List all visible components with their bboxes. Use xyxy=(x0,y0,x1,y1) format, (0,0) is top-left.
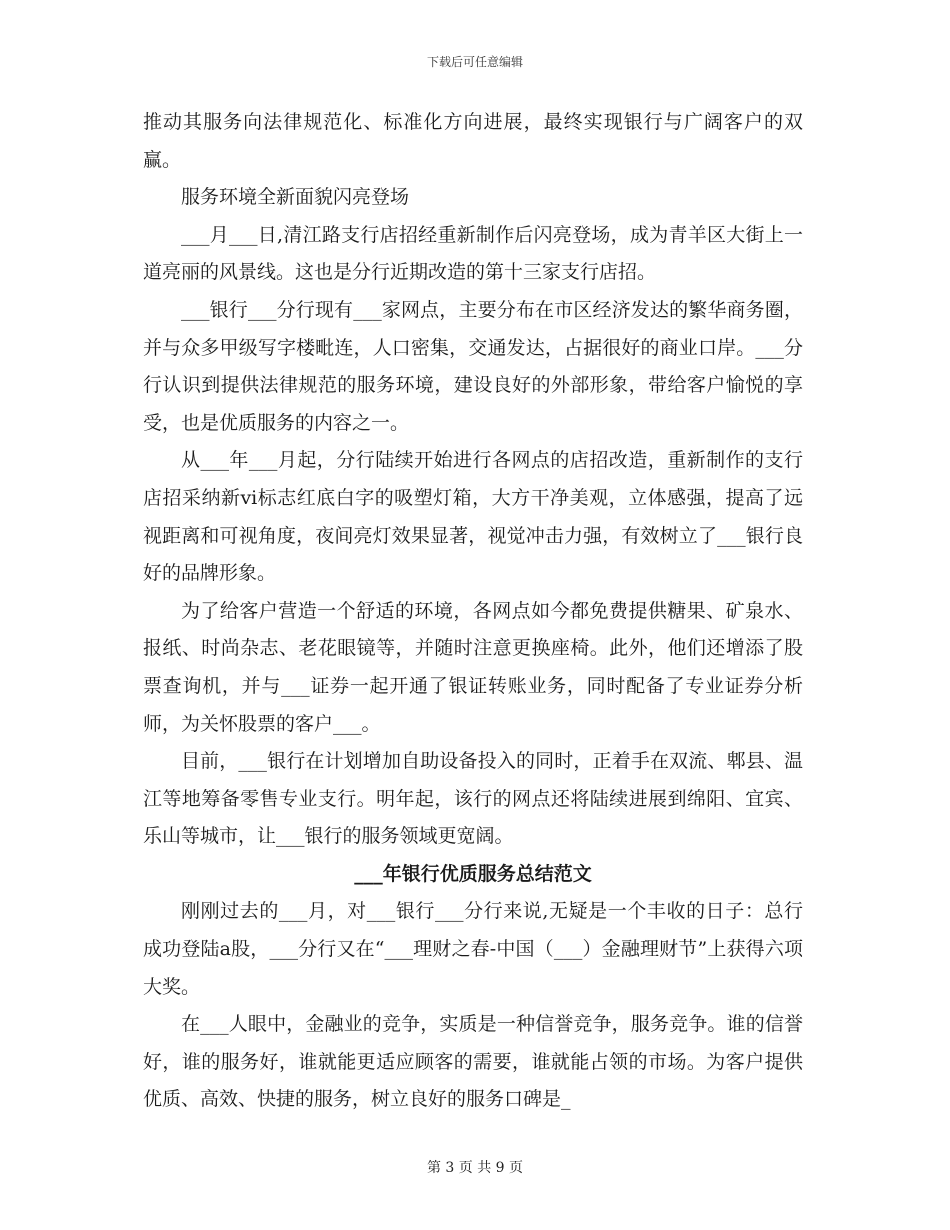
page-number: 第 3 页 共 9 页 xyxy=(426,1160,524,1176)
paragraph: 目前，___银行在计划增加自助设备投入的同时，正着手在双流、郫县、温江等地筹备零售专业支行。明年起，该行的网点还将陆续进展到绵阳、宜宾、乐山等城市，让___银行的服务领域更宽阔。 xyxy=(143,750,803,848)
paragraph: ___银行___分行现有___家网点，主要分布在市区经济发达的繁华商务圈，并与众多甲级写字楼毗连，人口密集，交通发达，占据很好的商业口岸。___分行认识到提供法律规范的服务环境，建设良好的外部形象，带给客户愉悦的享受，也是优质服务的内容之一。 xyxy=(143,298,803,434)
section-title: ___年银行优质服务总结范文 xyxy=(354,862,592,885)
paragraph: ___月___日,清江路支行店招经重新制作后闪亮登场，成为青羊区大街上一道亮丽的风景线。这也是分行近期改造的第十三家支行店招。 xyxy=(143,223,803,284)
paragraph: 在___人眼中，金融业的竞争，实质是一种信誉竞争，服务竞争。谁的信誉好，谁的服务好，谁就能更适应顾客的需要，谁就能占领的市场。为客户提供优质、高效、快捷的服务，树立良好的服务口碑是_ xyxy=(143,1013,803,1111)
paragraph: 为了给客户营造一个舒适的环境，各网点如今都免费提供糖果、矿泉水、报纸、时尚杂志、老花眼镜等，并随时注意更换座椅。此外，他们还增添了股票查询机，并与___证券一起开通了银证转账业务，同时配备了专业证券分析师，为关怀股票的客户___。 xyxy=(143,599,803,735)
subheading-service-environment: 服务环境全新面貌闪亮登场 xyxy=(181,186,410,209)
paragraph: 从___年___月起，分行陆续开始进行各网点的店招改造，重新制作的支行店招采纳新vi标志红底白字的吸塑灯箱，大方干净美观，立体感强，提高了远视距离和可视角度，夜间亮灯效果显著，视觉冲击力强，有效树立了___银行良好的品牌形象。 xyxy=(143,449,803,585)
page-header: 下载后可任意编辑 xyxy=(426,55,523,69)
paragraph: 刚刚过去的___月，对___银行___分行来说,无疑是一个丰收的日子：总行成功登陆a股，___分行又在“___理财之春-中国（___）金融理财节”上获得六项大奖。 xyxy=(143,900,803,998)
paragraph-continuation: 推动其服务向法律规范化、标准化方向进展，最终实现银行与广阔客户的双赢。 xyxy=(143,111,803,171)
document-body xyxy=(143,104,803,1119)
